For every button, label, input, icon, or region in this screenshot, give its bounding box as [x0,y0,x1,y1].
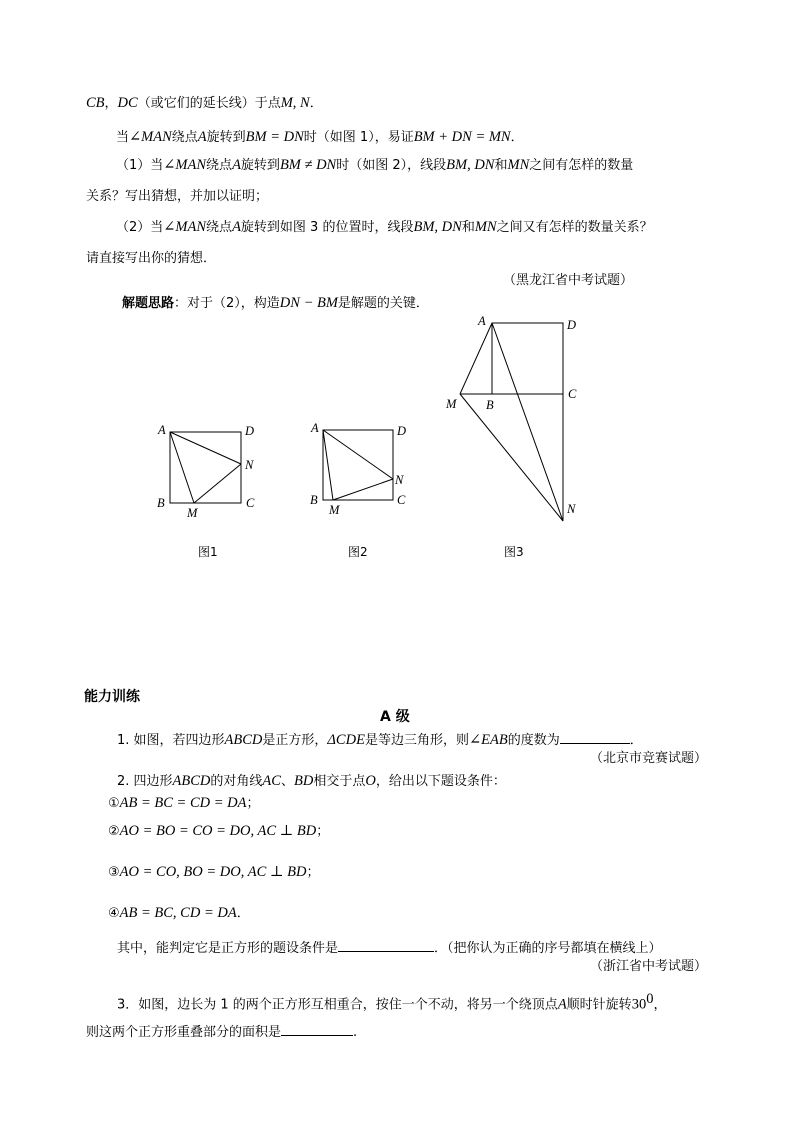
math: O [365,773,376,789]
fig2-square [323,430,393,500]
fig1-mn [194,464,241,503]
section-title: 能力训练 [84,689,140,705]
text: ； [316,824,330,839]
math: A [232,157,241,173]
q1 [117,730,643,750]
text: （2）当 [116,220,164,235]
text: 当 [116,130,130,145]
fig2-label-n: N [395,473,404,487]
text: 旋转到如图 3 的位置时，线段 [240,220,414,235]
text: 相交于点 [313,774,366,789]
fig3-label-d: D [567,318,577,332]
text: （1）当 [116,158,164,173]
fig1-am [170,432,194,503]
text: 3．如图，边长为 1 的两个正方形互相重合，按住一个不动，将另一个绕顶点 [117,997,558,1013]
text: ． [309,96,323,111]
q2-condition-2 [108,822,329,841]
q2-condition-1 [108,794,260,813]
math: ∠MAN [163,219,207,235]
problem-line-4: 关系？写出猜想，并加以证明； [86,189,269,204]
text: 之间又有怎样的数量关系？ [496,220,653,235]
fig2-label-m: M [329,503,340,517]
math: AO = CO, BO = DO, AC ⊥ BD [119,864,307,880]
math: ∠MAN [163,157,207,173]
text: ③ [108,865,120,880]
q1-answer-blank[interactable] [560,730,630,744]
fig2-label-d: D [397,424,407,438]
fig1-label-b: B [157,496,165,510]
fig2-am [323,430,333,500]
text: 的度数为 [507,733,560,748]
math-cb: CB [86,95,105,111]
fig2-an [323,430,393,479]
text: ． [510,130,524,145]
problem-line-6: 请直接写出你的猜想． [86,251,217,266]
text: 则这两个正方形重叠部分的面积是 [86,1025,282,1040]
fig1-label-n: N [245,458,254,472]
math: ABCD [224,732,263,748]
level-title: A 级 [380,709,410,725]
math: BM, DN [446,157,495,173]
fig3-label-m: M [446,397,457,411]
math: A [197,129,207,145]
text: 1. 如图，若四边形 [117,733,225,748]
hint-label: 解题思路 [122,296,175,311]
math: BD [293,773,314,789]
text: ．（把你认为正确的序号都填在横线上） [434,941,662,956]
math: ∠EAB [468,732,508,748]
fig1-caption: 图1 [198,545,218,559]
fig1-an [170,432,241,464]
fig1-label-d: D [245,424,255,438]
text: 其中，能判定它是正方形的题设条件是 [117,941,339,956]
text: ， [653,997,667,1013]
fig1-square [170,432,241,503]
math: BM = DN [245,129,304,145]
text: 之间有怎样的数量 [529,158,634,173]
text: ，给出以下题设条件： [375,774,506,789]
fig3-label-c: C [568,387,577,401]
math: A [557,996,567,1013]
degree-mark: 0 [646,991,654,1007]
text: 旋转到 [240,158,280,173]
math: AB = BC = CD = DA [119,795,247,811]
fig3-square [492,323,563,394]
fig2-label-b: B [310,493,318,507]
q3-answer-blank[interactable] [281,1022,353,1036]
q2 [117,772,506,791]
q2-condition-4 [108,904,250,923]
q1-source: （北京市竞赛试题） [590,751,708,766]
text: （或它们的延长线）于点 [137,96,281,111]
text: 、 [280,774,294,789]
math: MN [507,157,530,173]
fig3-mn [460,394,563,521]
text: 绕点 [206,220,233,235]
fig2-caption: 图2 [348,545,368,559]
text: . [353,1025,358,1040]
math-dc: DC [117,95,138,111]
math: BM + DN = MN [413,129,511,145]
math: ABCD [172,773,211,789]
math: BM, DN [413,219,462,235]
fig3-am [460,323,492,394]
text: 的对角线 [210,774,263,789]
fig3-an [492,323,563,521]
fig1-label-c: C [246,496,255,510]
fig3-label-a: A [478,314,486,328]
fig2-label-a: A [311,421,319,435]
math: AB = BC, CD = DA [119,905,237,921]
fig1-label-a: A [158,423,166,437]
text: 时（如图 2），线段 [336,158,447,173]
text: 是解题的关键． [337,296,429,311]
math: MN [474,219,497,235]
fig2-mn [333,479,393,500]
text: ． [236,906,250,921]
angle-value: 30 [631,996,647,1013]
text: ② [108,824,120,839]
fig2-label-c: C [397,493,406,507]
fig3-caption: 图3 [504,545,524,559]
q2-source: （浙江省中考试题） [590,959,708,974]
math: A [232,219,241,235]
math-mn: M, N [280,95,310,111]
text: 时（如图 1），易证 [303,130,414,145]
q3-line-2 [86,1022,357,1042]
q2-ask [117,938,662,958]
fig3-label-n: N [567,502,576,516]
fig1-label-m: M [187,506,198,520]
math: BM ≠ DN [279,157,337,173]
text: ① [108,796,120,811]
text: ， [104,96,118,111]
text: 顺时针旋转 [566,997,632,1013]
text: 2. 四边形 [117,774,173,789]
math: AC [262,773,281,789]
text: ④ [108,906,120,921]
text: 绕点 [171,130,198,145]
problem-source: （黑龙江省中考试题） [503,273,634,288]
math: ΔCDE [327,732,365,748]
text: 绕点 [206,158,233,173]
math: ∠MAN [129,129,172,145]
text: ； [246,796,260,811]
text: 旋转到 [206,130,246,145]
math: DN − BM [279,295,338,311]
q3-line-1 [117,990,666,1014]
text: 是正方形， [262,733,328,748]
text: 和 [494,158,508,173]
fig3-label-b: B [486,398,494,412]
text: ：对于（2），构造 [174,296,280,311]
text: ． [629,733,643,748]
q2-answer-blank[interactable] [338,938,434,952]
text: 和 [461,220,475,235]
text: 是等边三角形，则 [364,733,469,748]
math: AO = BO = CO = DO, AC ⊥ BD [119,823,317,839]
text: ； [306,865,320,880]
q2-condition-3 [108,863,319,882]
